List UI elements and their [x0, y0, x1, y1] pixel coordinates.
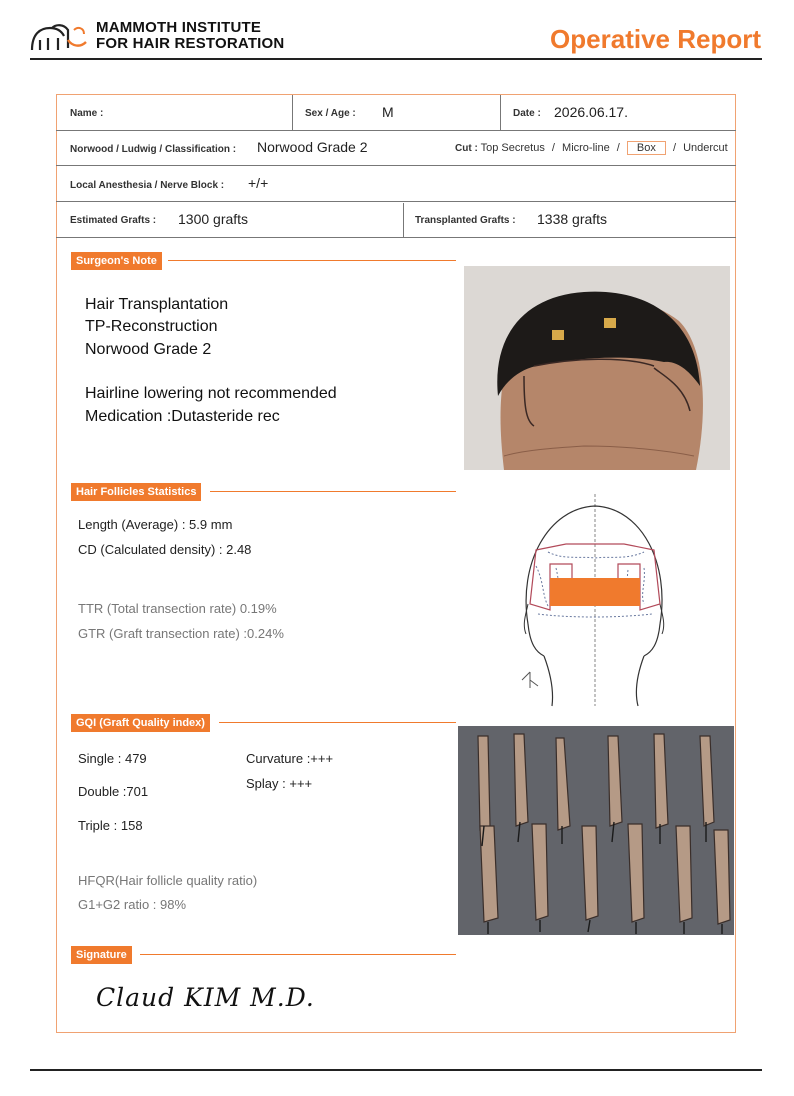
anesthesia-label: Local Anesthesia / Nerve Block : [70, 180, 225, 191]
graft-transection-rate: GTR (Graft transection rate) :0.24% [78, 626, 284, 641]
follicle-stats-tab: Hair Follicles Statistics [71, 483, 201, 501]
gqi-triple: Triple : 158 [78, 818, 143, 833]
name-label: Name : [70, 108, 104, 119]
gqi-double: Double :701 [78, 784, 149, 799]
hfqr-label: HFQR(Hair follicle quality ratio) [78, 873, 258, 888]
section-rule [210, 491, 456, 492]
org-line-1: MAMMOTH INSTITUTE [96, 19, 262, 36]
section-rule [219, 722, 456, 723]
estimated-grafts-value[interactable]: 1300 grafts [178, 211, 249, 227]
row-name [56, 94, 736, 131]
date-label: Date : [513, 108, 541, 119]
note-line: TP-Reconstruction [85, 318, 218, 336]
surgeons-note-tab: Surgeon's Note [71, 252, 162, 270]
note-line: Norwood Grade 2 [85, 340, 212, 358]
gqi-curvature: Curvature :+++ [246, 751, 334, 766]
row-grafts [56, 202, 736, 238]
length-average: Length (Average) : 5.9 mm [78, 517, 233, 532]
cut-option-undercut[interactable]: Undercut [683, 142, 728, 154]
note-line [85, 361, 337, 383]
divider [500, 95, 501, 130]
gqi-tab: GQI (Graft Quality index) [71, 714, 210, 732]
signature-tab: Signature [71, 946, 132, 964]
cut-option-micro-line[interactable]: Micro-line [562, 142, 610, 154]
document-title: Operative Report [550, 24, 761, 54]
org-line-2: FOR HAIR RESTORATION [96, 35, 285, 52]
signature-name: Claud KIM M.D. [96, 983, 315, 1012]
total-transection-rate: TTR (Total transection rate) 0.19% [78, 601, 277, 616]
gqi-single: Single : 479 [78, 751, 147, 766]
gqi-splay: Splay : +++ [246, 776, 313, 791]
sex-age-value[interactable]: M [382, 104, 394, 120]
anesthesia-value[interactable]: +/+ [248, 175, 269, 191]
surgeons-note-text [85, 294, 337, 428]
note-line: Hairline lowering not recommended [85, 385, 337, 403]
classification-label: Norwood / Ludwig / Classification : [70, 144, 237, 155]
graft-photo [458, 726, 734, 935]
calculated-density: CD (Calculated density) : 2.48 [78, 542, 252, 557]
estimated-grafts-label: Estimated Grafts : [70, 215, 157, 226]
scalp-photo [464, 266, 730, 470]
header-divider [30, 58, 762, 60]
cut-option-box[interactable]: Box [627, 141, 666, 155]
g1g2-ratio: G1+G2 ratio : 98% [78, 897, 187, 912]
section-rule [140, 954, 456, 955]
divider [292, 95, 293, 130]
cut-selector: Cut : Top Secretus / Micro-line / Box / Undercut [455, 142, 728, 154]
sex-age-label: Sex / Age : [305, 108, 356, 119]
transplanted-grafts-label: Transplanted Grafts : [415, 215, 516, 226]
donor-area-diagram [508, 494, 680, 708]
cut-label: Cut : [455, 143, 478, 154]
date-value[interactable]: 2026.06.17. [554, 104, 628, 120]
cut-option-top-secretus[interactable]: Top Secretus [480, 142, 545, 154]
mammoth-logo-icon [30, 22, 92, 52]
classification-value[interactable]: Norwood Grade 2 [257, 139, 368, 155]
note-line: Hair Transplantation [85, 296, 229, 313]
section-rule [168, 260, 456, 261]
note-line: Medication :Dutasteride rec [85, 407, 280, 425]
transplanted-grafts-value[interactable]: 1338 grafts [537, 211, 608, 227]
footer-divider [30, 1069, 762, 1071]
divider [403, 203, 404, 237]
org-name [96, 20, 284, 52]
